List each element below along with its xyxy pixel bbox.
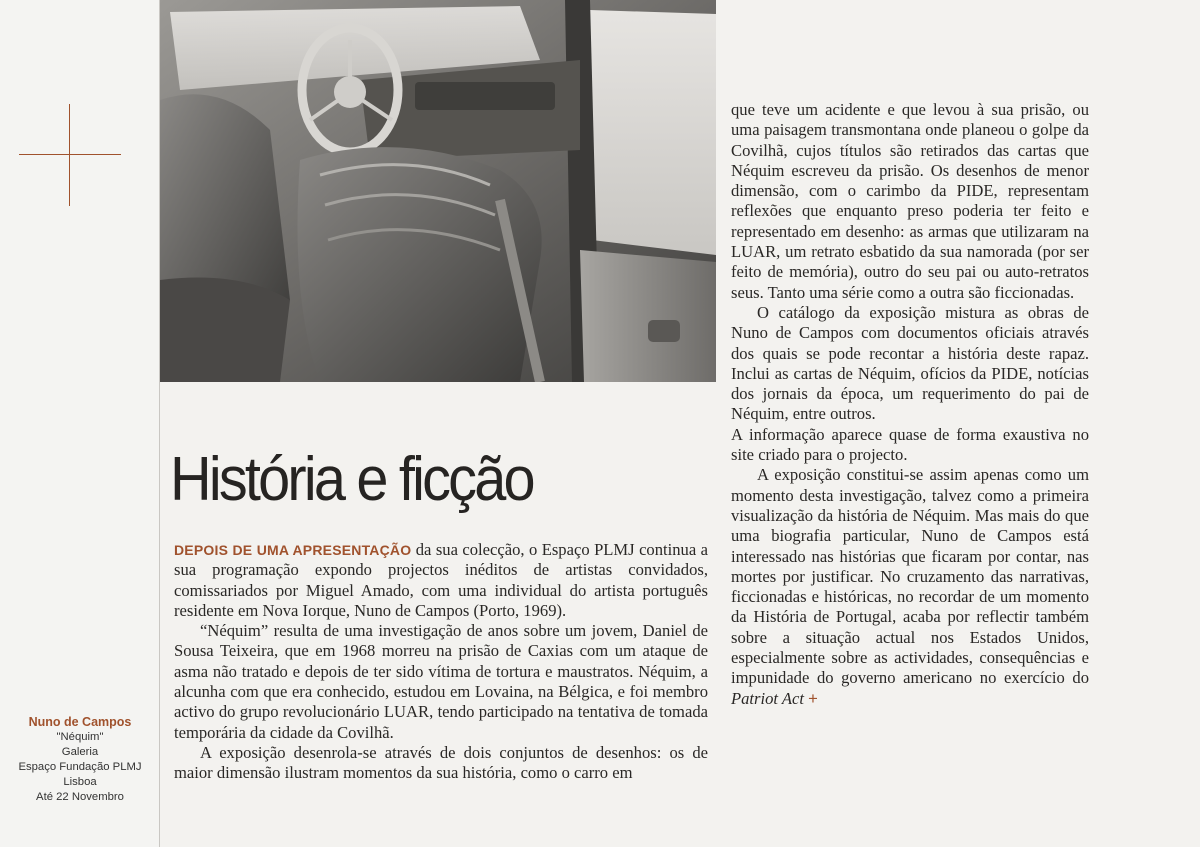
car-interior-drawing xyxy=(160,0,716,382)
credits-work: "Néquim" xyxy=(56,731,104,743)
article-column-left xyxy=(174,540,708,784)
car-interior-illustration xyxy=(160,0,716,382)
credits-type: Galeria xyxy=(61,746,99,758)
end-of-article-mark: + xyxy=(808,688,818,708)
paragraph-1 xyxy=(174,540,708,621)
run-in-lead: DEPOIS DE UMA APRESENTAÇÃO xyxy=(174,542,412,558)
article-column-right xyxy=(731,100,1089,709)
paragraph-4: O catálogo da exposição mistura as obras de Nuno de Campos com documentos oficiais através dos quais se pode recontar a história deste rapaz. Inclui as cartas de Néquim, ofícios da PIDE, notícias dos jornais da época, um requerimento do pai de Néquim, entre outros. xyxy=(731,302,1089,424)
paragraph-6 xyxy=(731,465,1089,709)
paragraph-2: “Néquim” resulta de uma investigação de anos sobre um jovem, Daniel de Sousa Teixeira, que em 1968 morreu na prisão de Caxias com um ataque de asma não tratado e depois de ter sido vítima de tortura e maustratos. Néquim, a alcunha com que era conhecido, estudou em Lovaina, na Bélgica, e foi membro activo do grupo revolucionário LUAR, tendo participado na tentativa de tomada temporária da cidade da Covilhã. xyxy=(174,621,708,742)
paragraph-6-text: A exposição constitui-se assim apenas como um momento desta investigação, talvez como a primeira visualização da história de Néquim. Mas mais do que uma biografia particular, Nuno de Campos está interessado nas histórias que ficaram por contar, nas mortes por justificar. No cruzamento das narrativas, ficcionadas e históricas, no recordar de um momento da História de Portugal, acaba por reflectir também sobre a situação actual nos Estados Unidos, especialmente sobre as actividades, consequências e impunidade do governo americano no exercício do xyxy=(731,465,1089,688)
article-headline: História e ficção xyxy=(170,445,533,514)
credits-city: Lisboa xyxy=(63,776,97,788)
paragraph-5: A informação aparece quase de forma exaustiva no site criado para o projecto. xyxy=(731,424,1089,465)
paragraph-1-text: da sua colecção, o Espaço PLMJ continua a sua programação expondo projectos inéditos de artistas convidados, comissariados por Miguel Amado, com uma individual do artista português residente em Nova Iorque, Nuno de Campos (Porto, 1969). xyxy=(174,540,708,620)
left-margin-column xyxy=(0,0,160,847)
exhibition-credits xyxy=(10,714,150,805)
credits-artist: Nuno de Campos xyxy=(28,715,132,729)
paragraph-3-continued: que teve um acidente e que levou à sua prisão, ou uma paisagem transmontana onde planeou o golpe da Covilhã, cujos títulos são retirados das cartas que Néquim escreveu da prisão. Os desenhos de menor dimensão, com o carimbo da PIDE, representam reflexões que enquanto preso poderia ter feito e representado em desenho: as armas que utilizaram na LUAR, um retrato esbatido da sua namorada (por ser feito de memória), outro do seu pai ou auto-retratos seus. Tanto uma série como a outra são ficcionadas. xyxy=(731,100,1089,302)
credits-venue: Espaço Fundação PLMJ xyxy=(18,761,142,773)
crosshair-horizontal-line xyxy=(19,154,121,155)
paragraph-3: A exposição desenrola-se através de dois conjuntos de desenhos: os de maior dimensão ilustram momentos da sua história, como o carro em xyxy=(174,742,708,783)
crosshair-vertical-line xyxy=(69,104,70,206)
patriot-act-italic: Patriot Act xyxy=(731,688,804,708)
credits-dates: Até 22 Novembro xyxy=(36,791,124,803)
